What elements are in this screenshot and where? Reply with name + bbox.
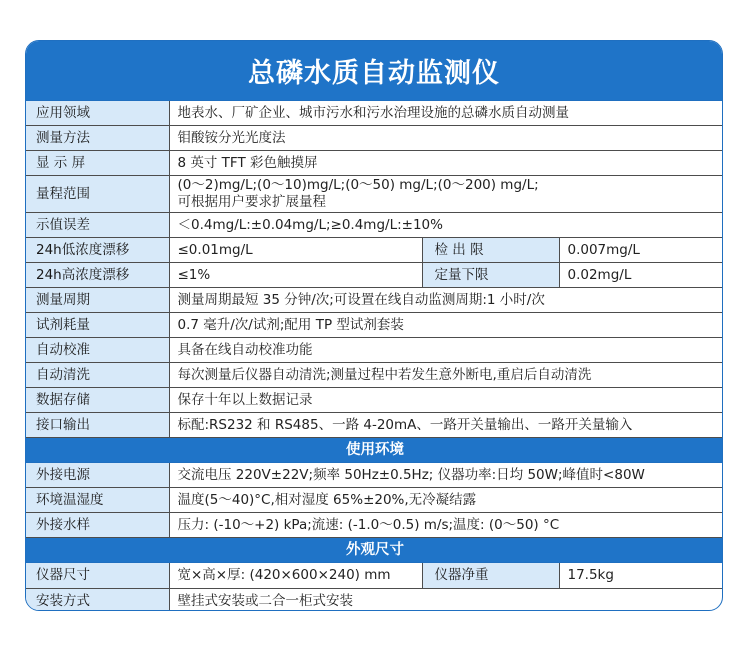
label-display: 显 示 屏 xyxy=(26,151,169,176)
label-error: 示值误差 xyxy=(26,213,169,238)
spec-table xyxy=(26,101,723,611)
row-dimensions xyxy=(26,563,723,589)
value-display: 8 英寸 TFT 彩色触摸屏 xyxy=(169,151,723,176)
value-app-field: 地表水、厂矿企业、城市污水和污水治理设施的总磷水质自动测量 xyxy=(169,101,723,126)
row-drift-low xyxy=(26,238,723,263)
row-install xyxy=(26,589,723,612)
row-reagent xyxy=(26,313,723,338)
value-calibration: 具备在线自动校准功能 xyxy=(169,338,723,363)
label-reagent: 试剂耗量 xyxy=(26,313,169,338)
row-display xyxy=(26,151,723,176)
row-cycle xyxy=(26,288,723,313)
row-storage xyxy=(26,388,723,413)
value-drift-low: ≤0.01mg/L xyxy=(169,238,422,263)
value-storage: 保存十年以上数据记录 xyxy=(169,388,723,413)
row-power xyxy=(26,463,723,488)
label-app-field: 应用领域 xyxy=(26,101,169,126)
value-range-line1: (0～2)mg/L;(0～10)mg/L;(0～50) mg/L;(0～200) mg/L; xyxy=(177,177,539,193)
label-temp: 环境温湿度 xyxy=(26,488,169,513)
label-detection-limit: 检 出 限 xyxy=(422,238,559,263)
value-dimensions: 宽×高×厚: (420×600×240) mm xyxy=(169,563,422,589)
section-env-title: 使用环境 xyxy=(26,438,723,463)
row-drift-high xyxy=(26,263,723,288)
label-quant-limit: 定量下限 xyxy=(422,263,559,288)
label-range: 量程范围 xyxy=(26,176,169,213)
page-title: 总磷水质自动监测仪 xyxy=(26,41,722,101)
value-quant-limit: 0.02mg/L xyxy=(559,263,723,288)
value-range-line2: 可根据用户要求扩展量程 xyxy=(177,194,326,210)
section-size-title: 外观尺寸 xyxy=(26,538,723,563)
value-range xyxy=(169,176,723,213)
label-storage: 数据存储 xyxy=(26,388,169,413)
section-size xyxy=(26,538,723,563)
row-error xyxy=(26,213,723,238)
value-method: 钼酸铵分光光度法 xyxy=(169,126,723,151)
label-sample: 外接水样 xyxy=(26,513,169,538)
value-install: 壁挂式安装或二合一柜式安装 xyxy=(169,589,723,612)
row-method xyxy=(26,126,723,151)
row-cleaning xyxy=(26,363,723,388)
value-cleaning: 每次测量后仪器自动清洗;测量过程中若发生意外断电,重启后自动清洗 xyxy=(169,363,723,388)
label-power: 外接电源 xyxy=(26,463,169,488)
spec-card xyxy=(25,40,723,611)
row-sample xyxy=(26,513,723,538)
value-reagent: 0.7 毫升/次/试剂;配用 TP 型试剂套装 xyxy=(169,313,723,338)
label-interface: 接口输出 xyxy=(26,413,169,438)
value-weight: 17.5kg xyxy=(559,563,723,589)
value-drift-high: ≤1% xyxy=(169,263,422,288)
label-install: 安装方式 xyxy=(26,589,169,612)
label-calibration: 自动校准 xyxy=(26,338,169,363)
label-cleaning: 自动清洗 xyxy=(26,363,169,388)
value-power: 交流电压 220V±22V;频率 50Hz±0.5Hz; 仪器功率:日均 50W;峰值时<80W xyxy=(169,463,723,488)
row-calibration xyxy=(26,338,723,363)
row-temp xyxy=(26,488,723,513)
value-sample: 压力: (-10～+2) kPa;流速: (-1.0～0.5) m/s;温度: (0～50) °C xyxy=(169,513,723,538)
value-temp: 温度(5～40)°C,相对湿度 65%±20%,无冷凝结露 xyxy=(169,488,723,513)
label-weight: 仪器净重 xyxy=(422,563,559,589)
label-method: 测量方法 xyxy=(26,126,169,151)
label-drift-high: 24h高浓度漂移 xyxy=(26,263,169,288)
value-cycle: 测量周期最短 35 分钟/次;可设置在线自动监测周期:1 小时/次 xyxy=(169,288,723,313)
value-error: ＜0.4mg/L:±0.04mg/L;≥0.4mg/L:±10% xyxy=(169,213,723,238)
value-interface: 标配:RS232 和 RS485、一路 4-20mA、一路开关量输出、一路开关量输入 xyxy=(169,413,723,438)
row-range xyxy=(26,176,723,213)
label-cycle: 测量周期 xyxy=(26,288,169,313)
row-app-field xyxy=(26,101,723,126)
label-dimensions: 仪器尺寸 xyxy=(26,563,169,589)
row-interface xyxy=(26,413,723,438)
value-detection-limit: 0.007mg/L xyxy=(559,238,723,263)
section-env xyxy=(26,438,723,463)
label-drift-low: 24h低浓度漂移 xyxy=(26,238,169,263)
